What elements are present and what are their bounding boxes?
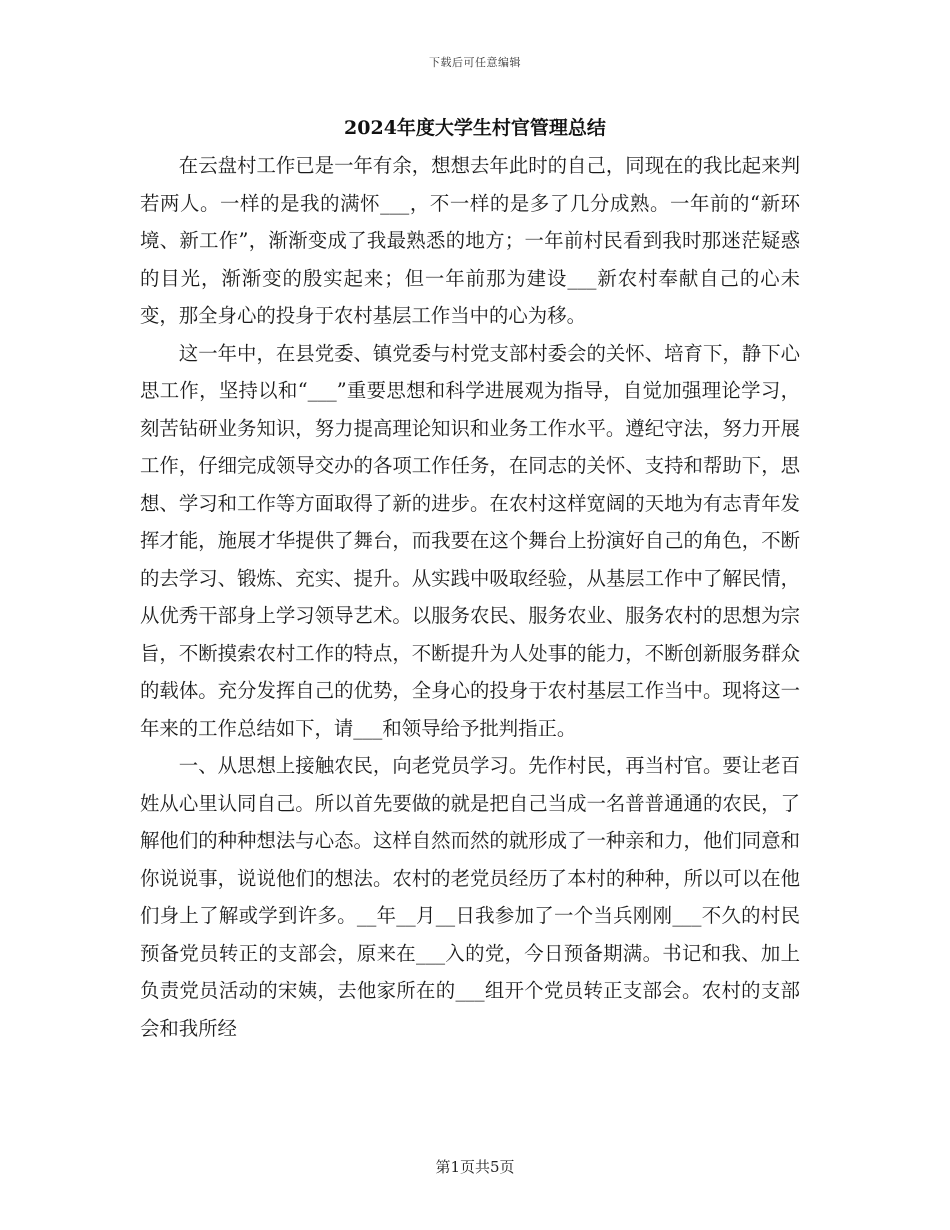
document-body — [140, 147, 800, 1047]
document-title: 2024年度大学生村官管理总结 — [344, 117, 606, 139]
paragraph-3: 一、从思想上接触农民，向老党员学习。先作村民，再当村官。要让老百姓从心里认同自己。所以首先要做的就是把自己当成一名普普通通的农民，了解他们的种种想法与心态。这样自然而然的就形成了一种亲和力，他们同意和你说说事，说说他们的想法。农村的老党员经历了本村的种种，所以可以在他们身上了解或学到许多。__年__月__日我参加了一个当兵刚刚___不久的村民预备党员转正的支部会，原来在___入的党，今日预备期满。书记和我、加上负责党员活动的宋姨，去他家所在的___组开个党员转正支部会。农村的支部会和我所经 — [140, 754, 800, 1040]
paragraph-2: 这一年中，在县党委、镇党委与村党支部村委会的关怀、培育下，静下心思工作，坚持以和“___”重要思想和科学进展观为指导，自觉加强理论学习，刻苦钻研业务知识，努力提高理论知识和业务工作水平。遵纪守法，努力开展工作，仔细完成领导交办的各项工作任务，在同志的关怀、支持和帮助下，思想、学习和工作等方面取得了新的进步。在农村这样宽阔的天地为有志青年发挥才能，施展才华提供了舞台，而我要在这个舞台上扮演好自己的角色，不断的去学习、锻炼、充实、提升。从实践中吸取经验，从基层工作中了解民情，从优秀干部身上学习领导艺术。以服务农民、服务农业、服务农村的思想为宗旨，不断摸索农村工作的特点，不断提升为人处事的能力，不断创新服务群众的载体。充分发挥自己的优势，全身心的投身于农村基层工作当中。现将这一年来的工作总结如下，请___和领导给予批判指正。 — [140, 341, 800, 740]
page-number: 第1页共5页 — [435, 1158, 515, 1176]
paragraph-1: 在云盘村工作已是一年有余，想想去年此时的自己，同现在的我比起来判若两人。一样的是我的满怀___，不一样的是多了几分成熟。一年前的“新环境、新工作”，渐渐变成了我最熟悉的地方；一年前村民看到我时那迷茫疑惑的目光，渐渐变的殷实起来；但一年前那为建设___新农村奉献自己的心未变，那全身心的投身于农村基层工作当中的心为移。 — [140, 154, 800, 327]
header-note: 下载后可任意编辑 — [429, 56, 521, 69]
